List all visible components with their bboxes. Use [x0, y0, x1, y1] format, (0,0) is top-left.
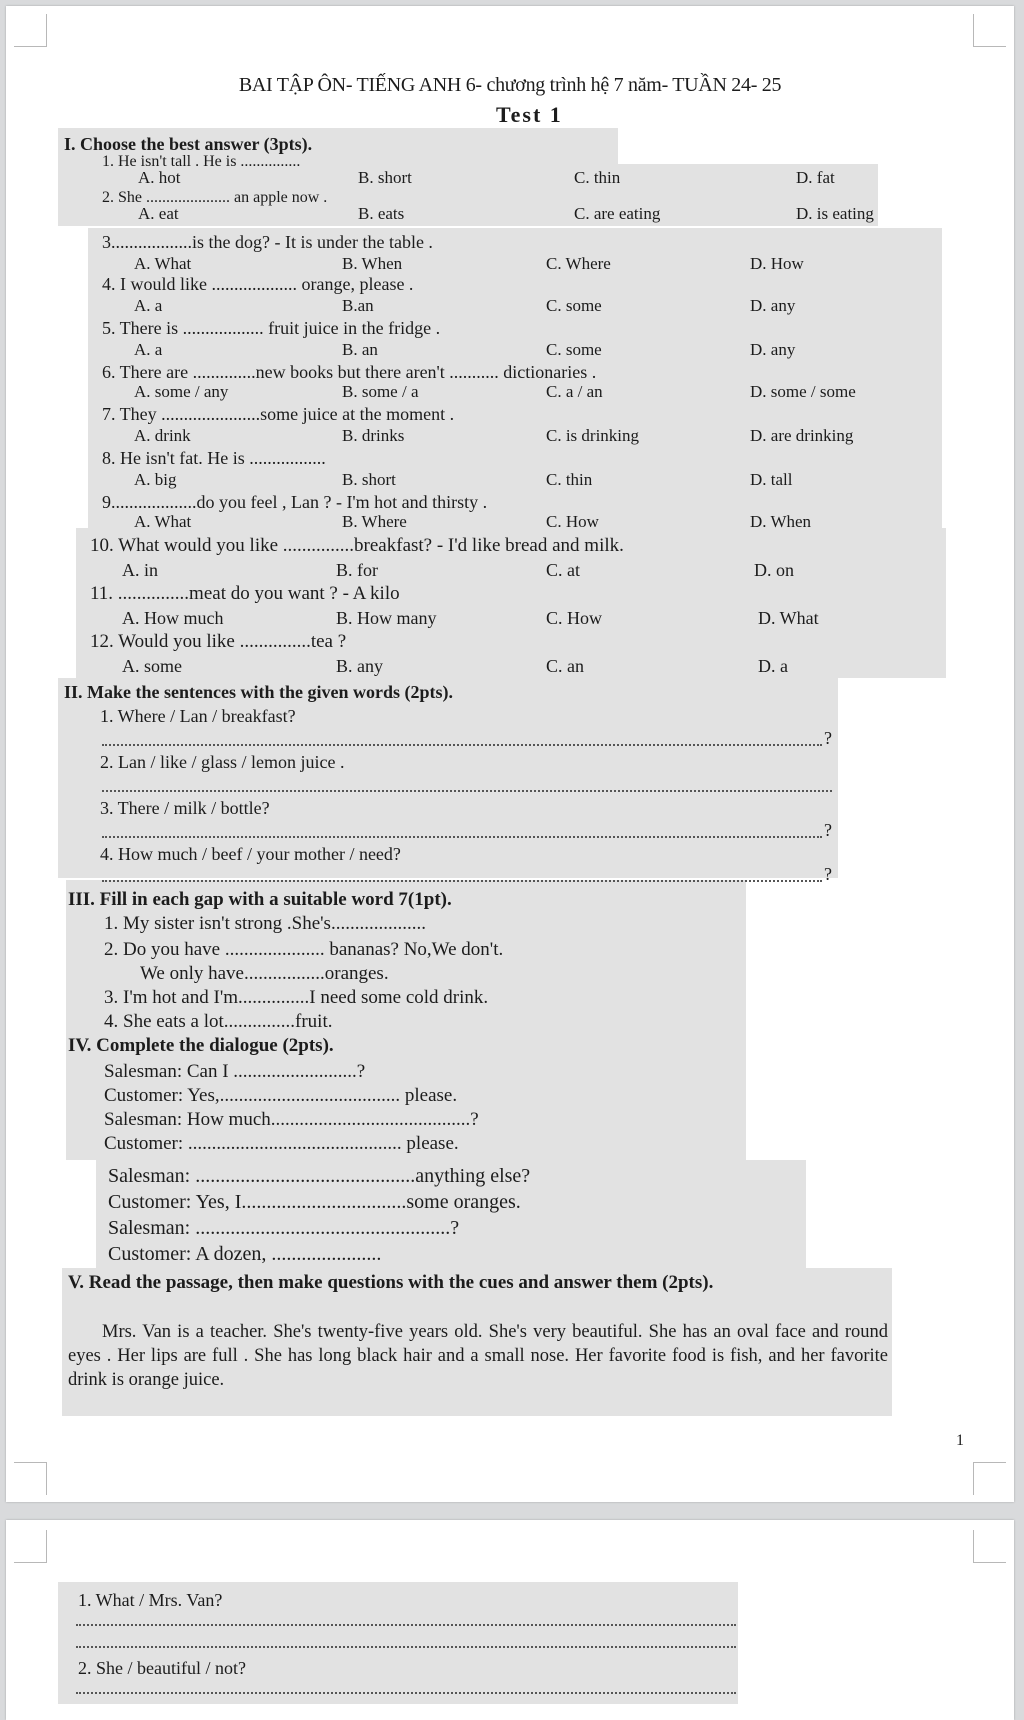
answer-option: B. Where	[342, 512, 407, 531]
answer-option: C. How	[546, 608, 603, 628]
question-stem: 11. ...............meat do you want ? - A kilo	[90, 583, 400, 604]
answer-option: B. When	[342, 254, 403, 273]
answer-option: D. When	[750, 512, 812, 531]
section-heading: III. Fill in each gap with a suitable word 7(1pt).	[68, 889, 452, 910]
section-heading: V. Read the passage, then make questions with the cues and answer them (2pts).	[68, 1272, 714, 1293]
answer-option: A. How much	[122, 608, 224, 628]
answer-option: B. eats	[358, 204, 405, 223]
question-stem: 3..................is the dog? - It is under the table .	[102, 232, 433, 252]
question-stem: 9...................do you feel , Lan ? - I'm hot and thirsty .	[102, 492, 488, 512]
answer-option: A. drink	[134, 426, 191, 445]
answer-option: D. What	[758, 608, 819, 628]
answer-option: D. How	[750, 254, 804, 273]
answer-option: C. an	[546, 656, 584, 676]
answer-line	[76, 1624, 736, 1626]
answer-option: C. at	[546, 560, 580, 580]
reading-passage	[68, 1320, 888, 1392]
answer-option: C. some	[546, 296, 602, 315]
answer-option: D. on	[754, 560, 794, 580]
fill-gap-line: 3. I'm hot and I'm...............I need some cold drink.	[104, 987, 489, 1008]
answer-option: A. What	[134, 512, 192, 531]
answer-option: A. some / any	[134, 382, 229, 401]
document-title: BAI TẬP ÔN- TIẾNG ANH 6- chương trình hệ 7 năm- TUẦN 24- 25	[238, 74, 782, 96]
dialogue-line: Customer: A dozen, ......................	[108, 1243, 382, 1265]
answer-option: B. any	[336, 656, 383, 676]
dialogue-line: Customer: Yes, I.................................some oranges.	[108, 1191, 521, 1213]
answer-option: B. some / a	[342, 382, 419, 401]
answer-line	[102, 790, 832, 792]
answer-option: D. fat	[796, 168, 835, 187]
sentence-cue: 4. How much / beef / your mother / need?	[100, 844, 401, 864]
document-page-1	[6, 6, 1014, 1502]
fill-gap-line: 1. My sister isn't strong .She's....................	[104, 913, 426, 934]
answer-line	[102, 880, 822, 882]
section-heading: IV. Complete the dialogue (2pts).	[68, 1035, 334, 1056]
reading-passage-text: Mrs. Van is a teacher. She's twenty-five years old. She's very beautiful. She has an oval face and round eyes . Her lips are full . She has long black hair and a small nose. Her favorite food is fish, and her favorite drink is orange juice.	[68, 1322, 888, 1390]
answer-option: D. any	[750, 296, 796, 315]
answer-option: C. are eating	[574, 204, 661, 223]
dialogue-line: Salesman: ...................................................?	[108, 1217, 460, 1239]
fill-gap-line: We only have.................oranges.	[140, 963, 389, 984]
answer-option: C. thin	[574, 168, 621, 187]
fill-gap-line: 2. Do you have ..................... bananas? No,We don't.	[104, 939, 504, 960]
answer-line-end: ?	[824, 864, 832, 884]
page-number: 1	[956, 1432, 964, 1449]
sentence-cue: 1. Where / Lan / breakfast?	[100, 706, 296, 726]
dialogue-line: Salesman: Can I ..........................?	[104, 1061, 366, 1082]
question-stem: 6. There are ..............new books but there aren't ........... dictionaries .	[102, 362, 597, 382]
answer-option: A. big	[134, 470, 177, 489]
dialogue-line: Customer: ............................................. please.	[104, 1133, 459, 1154]
answer-option: C. a / an	[546, 382, 603, 401]
page-corner-mark	[973, 14, 1006, 47]
answer-option: A. some	[122, 656, 182, 676]
question-stem: 7. They ......................some juice at the moment .	[102, 404, 455, 424]
answer-option: A. eat	[138, 204, 179, 223]
page-corner-mark	[14, 14, 47, 47]
answer-option: B. short	[342, 470, 396, 489]
section-heading: I. Choose the best answer (3pts).	[64, 134, 313, 154]
answer-option: C. is drinking	[546, 426, 640, 445]
answer-option: B. short	[358, 168, 412, 187]
dialogue-line: Salesman: How much..........................................?	[104, 1109, 479, 1130]
question-stem: 5. There is .................. fruit juice in the fridge .	[102, 318, 441, 338]
question-stem: 1. He isn't tall . He is ...............	[102, 153, 301, 170]
document-page-2	[6, 1520, 1014, 1720]
answer-option: A. a	[134, 340, 163, 359]
question-stem: 4. I would like ................... orange, please .	[102, 274, 414, 294]
answer-option: D. some / some	[750, 382, 856, 401]
answer-option: A. hot	[138, 168, 181, 187]
sentence-cue: 2. Lan / like / glass / lemon juice .	[100, 752, 345, 772]
page-corner-mark	[14, 1462, 47, 1495]
page-corner-mark	[973, 1530, 1006, 1563]
fill-gap-line: 4. She eats a lot...............fruit.	[104, 1011, 333, 1032]
answer-option: C. some	[546, 340, 602, 359]
answer-option: D. are drinking	[750, 426, 854, 445]
answer-option: A. a	[134, 296, 163, 315]
question-stem: 2. She ..................... an apple now .	[102, 189, 328, 206]
question-stem: 8. He isn't fat. He is .................	[102, 448, 326, 468]
answer-option: D. tall	[750, 470, 793, 489]
answer-line	[102, 836, 822, 838]
answer-line	[76, 1646, 736, 1648]
answer-line	[102, 744, 822, 746]
passage-question: 1. What / Mrs. Van?	[78, 1590, 223, 1610]
answer-option: D. is eating	[796, 204, 874, 223]
question-stem: 12. Would you like ...............tea ?	[90, 631, 347, 652]
test-label: Test 1	[496, 102, 563, 127]
answer-option: A. What	[134, 254, 192, 273]
answer-option: B. for	[336, 560, 378, 580]
answer-option: C. thin	[546, 470, 593, 489]
answer-option: B. drinks	[342, 426, 405, 445]
answer-option: C. How	[546, 512, 599, 531]
answer-option: B.an	[342, 296, 374, 315]
answer-option: B. an	[342, 340, 378, 359]
answer-line-end: ?	[824, 728, 832, 748]
page-corner-mark	[14, 1530, 47, 1563]
sentence-cue: 3. There / milk / bottle?	[100, 798, 270, 818]
answer-option: D. a	[758, 656, 788, 676]
answer-option: B. How many	[336, 608, 437, 628]
answer-option: D. any	[750, 340, 796, 359]
answer-option: A. in	[122, 560, 158, 580]
question-stem: 10. What would you like ...............breakfast? - I'd like bread and milk.	[90, 535, 624, 556]
answer-line	[76, 1692, 736, 1694]
passage-question: 2. She / beautiful / not?	[78, 1658, 246, 1678]
dialogue-line: Salesman: ............................................anything else?	[108, 1165, 531, 1187]
section-heading: II. Make the sentences with the given words (2pts).	[64, 682, 453, 702]
answer-option: C. Where	[546, 254, 611, 273]
dialogue-line: Customer: Yes,...................................... please.	[104, 1085, 458, 1106]
answer-line-end: ?	[824, 820, 832, 840]
page-corner-mark	[973, 1462, 1006, 1495]
